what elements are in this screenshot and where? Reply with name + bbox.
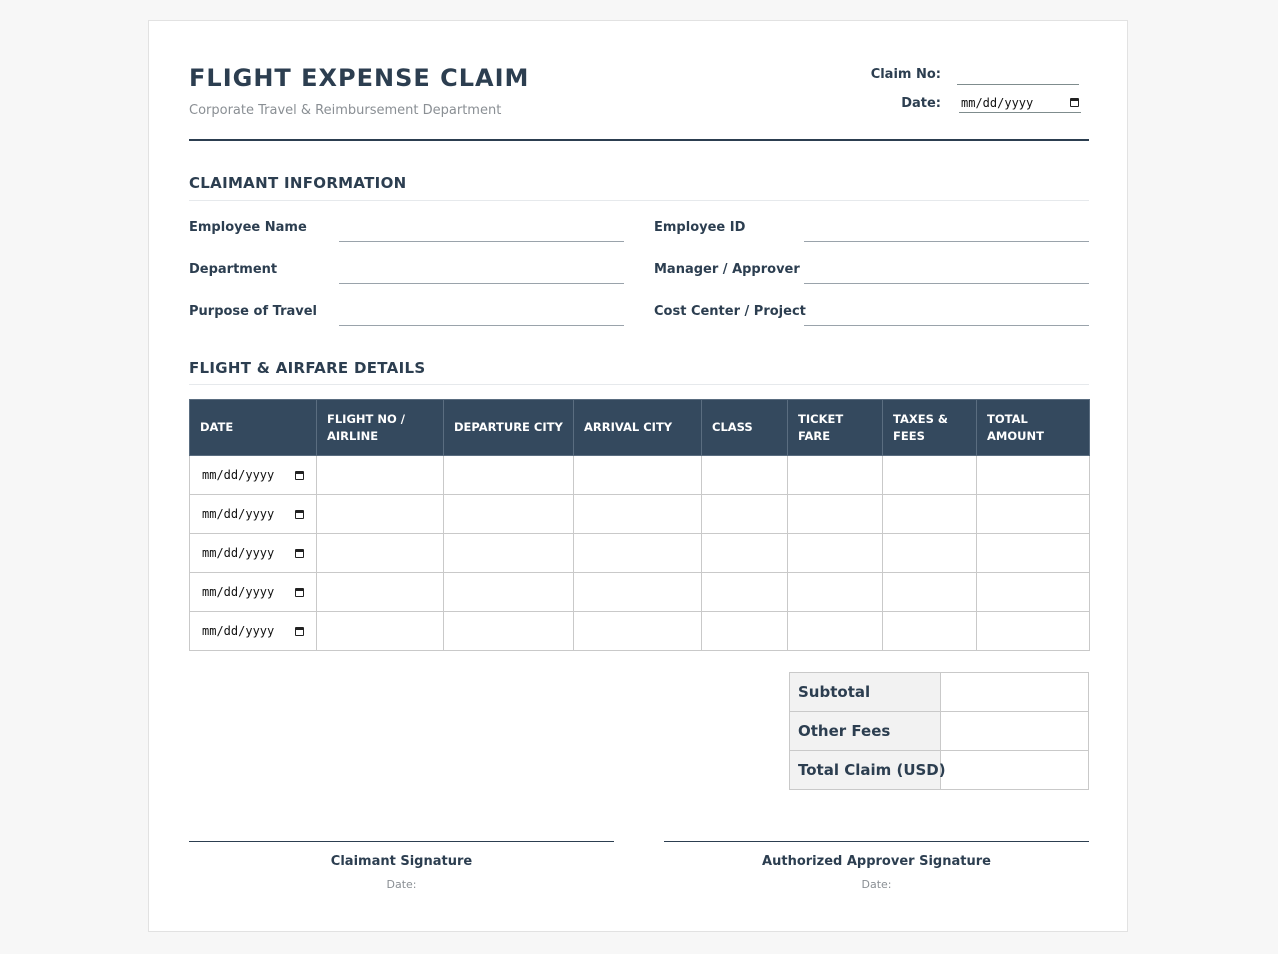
- departure-city-cell[interactable]: [444, 456, 574, 495]
- claim-no-label: Claim No:: [870, 67, 941, 82]
- date-placeholder: mm/dd/yyyy: [202, 468, 275, 482]
- column-header-class: CLASS: [702, 400, 788, 456]
- flight-no-cell[interactable]: [317, 612, 444, 651]
- column-header-ticket-fare: TICKET FARE: [788, 400, 883, 456]
- date-cell: [190, 456, 317, 495]
- date-placeholder: mm/dd/yyyy: [202, 624, 275, 638]
- arrival-city-cell[interactable]: [574, 456, 702, 495]
- date-label: Date:: [901, 96, 941, 111]
- class-cell[interactable]: [702, 573, 788, 612]
- class-cell[interactable]: [702, 495, 788, 534]
- subtotal-value-field[interactable]: [941, 673, 1089, 712]
- departure-city-cell[interactable]: [444, 495, 574, 534]
- date-cell: [190, 573, 317, 612]
- departure-city-cell[interactable]: [444, 573, 574, 612]
- class-cell[interactable]: [702, 612, 788, 651]
- arrival-city-cell[interactable]: [574, 495, 702, 534]
- row-date-input[interactable]: [200, 582, 306, 602]
- table-row: [190, 534, 1090, 573]
- flight-details-table: [189, 399, 1090, 651]
- purpose-of-travel-label: Purpose of Travel: [189, 304, 317, 319]
- taxes-fees-cell[interactable]: [883, 534, 977, 573]
- other-fees-label: Other Fees: [790, 712, 941, 751]
- claimant-signature-date: Date:: [386, 878, 417, 891]
- total-amount-cell[interactable]: [977, 495, 1090, 534]
- total-amount-cell[interactable]: [977, 534, 1090, 573]
- ticket-fare-cell[interactable]: [788, 612, 883, 651]
- arrival-city-cell[interactable]: [574, 534, 702, 573]
- calendar-icon[interactable]: [295, 627, 304, 636]
- table-row: [190, 573, 1090, 612]
- taxes-fees-cell[interactable]: [883, 573, 977, 612]
- date-cell: [190, 534, 317, 573]
- form-title: FLIGHT EXPENSE CLAIM: [189, 64, 530, 92]
- class-cell[interactable]: [702, 456, 788, 495]
- department-field[interactable]: [339, 283, 624, 284]
- ticket-fare-cell[interactable]: [788, 495, 883, 534]
- column-header-arrival-city: ARRIVAL CITY: [574, 400, 702, 456]
- approver-signature-date: Date:: [861, 878, 892, 891]
- date-placeholder: mm/dd/yyyy: [202, 546, 275, 560]
- flight-no-cell[interactable]: [317, 573, 444, 612]
- cost-center-field[interactable]: [804, 325, 1089, 326]
- header-divider: [189, 139, 1089, 141]
- departure-city-cell[interactable]: [444, 612, 574, 651]
- table-row: [190, 612, 1090, 651]
- other-fees-row: [790, 712, 1089, 751]
- calendar-icon[interactable]: [295, 588, 304, 597]
- employee-name-label: Employee Name: [189, 220, 307, 235]
- form-subtitle: Corporate Travel & Reimbursement Department: [189, 103, 502, 118]
- row-date-input[interactable]: [200, 621, 306, 641]
- approver-signature-label: Authorized Approver Signature: [762, 854, 991, 869]
- date-cell: [190, 495, 317, 534]
- employee-name-field[interactable]: [339, 241, 624, 242]
- row-date-input[interactable]: [200, 543, 306, 563]
- column-header-departure-city: DEPARTURE CITY: [444, 400, 574, 456]
- date-cell: [190, 612, 317, 651]
- flights-section-title: FLIGHT & AIRFARE DETAILS: [189, 359, 1089, 385]
- employee-id-label: Employee ID: [654, 220, 746, 235]
- cost-center-label: Cost Center / Project: [654, 304, 806, 319]
- table-row: [190, 456, 1090, 495]
- approver-signature-line[interactable]: [664, 841, 1089, 842]
- class-cell[interactable]: [702, 534, 788, 573]
- total-claim-label: Total Claim (USD): [790, 751, 941, 790]
- other-fees-value-field[interactable]: [941, 712, 1089, 751]
- subtotal-row: [790, 673, 1089, 712]
- flight-no-cell[interactable]: [317, 495, 444, 534]
- ticket-fare-cell[interactable]: [788, 534, 883, 573]
- calendar-icon[interactable]: [295, 510, 304, 519]
- column-header-flight-no: FLIGHT NO / AIRLINE: [317, 400, 444, 456]
- taxes-fees-cell[interactable]: [883, 456, 977, 495]
- total-amount-cell[interactable]: [977, 573, 1090, 612]
- total-claim-value-field[interactable]: [941, 751, 1089, 790]
- taxes-fees-cell[interactable]: [883, 612, 977, 651]
- manager-approver-label: Manager / Approver: [654, 262, 800, 277]
- flight-no-cell[interactable]: [317, 456, 444, 495]
- column-header-taxes-fees: TAXES & FEES: [883, 400, 977, 456]
- table-row: [190, 495, 1090, 534]
- taxes-fees-cell[interactable]: [883, 495, 977, 534]
- column-header-total-amount: TOTAL AMOUNT: [977, 400, 1090, 456]
- ticket-fare-cell[interactable]: [788, 573, 883, 612]
- claimant-section-title: CLAIMANT INFORMATION: [189, 174, 1089, 201]
- row-date-input[interactable]: [200, 504, 306, 524]
- claim-form-page: [148, 20, 1128, 932]
- row-date-input[interactable]: [200, 465, 306, 485]
- date-placeholder: mm/dd/yyyy: [202, 585, 275, 599]
- claim-date-input[interactable]: [959, 93, 1081, 113]
- calendar-icon[interactable]: [295, 549, 304, 558]
- total-claim-row: [790, 751, 1089, 790]
- column-header-date: DATE: [190, 400, 317, 456]
- date-placeholder: mm/dd/yyyy: [202, 507, 275, 521]
- department-label: Department: [189, 262, 278, 277]
- total-amount-cell[interactable]: [977, 456, 1090, 495]
- arrival-city-cell[interactable]: [574, 612, 702, 651]
- ticket-fare-cell[interactable]: [788, 456, 883, 495]
- calendar-icon[interactable]: [295, 471, 304, 480]
- flight-no-cell[interactable]: [317, 534, 444, 573]
- table-header-row: [190, 400, 1090, 456]
- departure-city-cell[interactable]: [444, 534, 574, 573]
- claimant-signature-label: Claimant Signature: [330, 854, 473, 869]
- claim-no-input[interactable]: [957, 65, 1079, 85]
- calendar-icon[interactable]: [1070, 98, 1079, 107]
- arrival-city-cell[interactable]: [574, 573, 702, 612]
- purpose-of-travel-field[interactable]: [339, 325, 624, 326]
- employee-id-field[interactable]: [804, 241, 1089, 242]
- subtotal-label: Subtotal: [790, 673, 941, 712]
- manager-approver-field[interactable]: [804, 283, 1089, 284]
- date-placeholder: mm/dd/yyyy: [961, 95, 1034, 110]
- totals-table: [789, 672, 1089, 790]
- claimant-signature-line[interactable]: [189, 841, 614, 842]
- total-amount-cell[interactable]: [977, 612, 1090, 651]
